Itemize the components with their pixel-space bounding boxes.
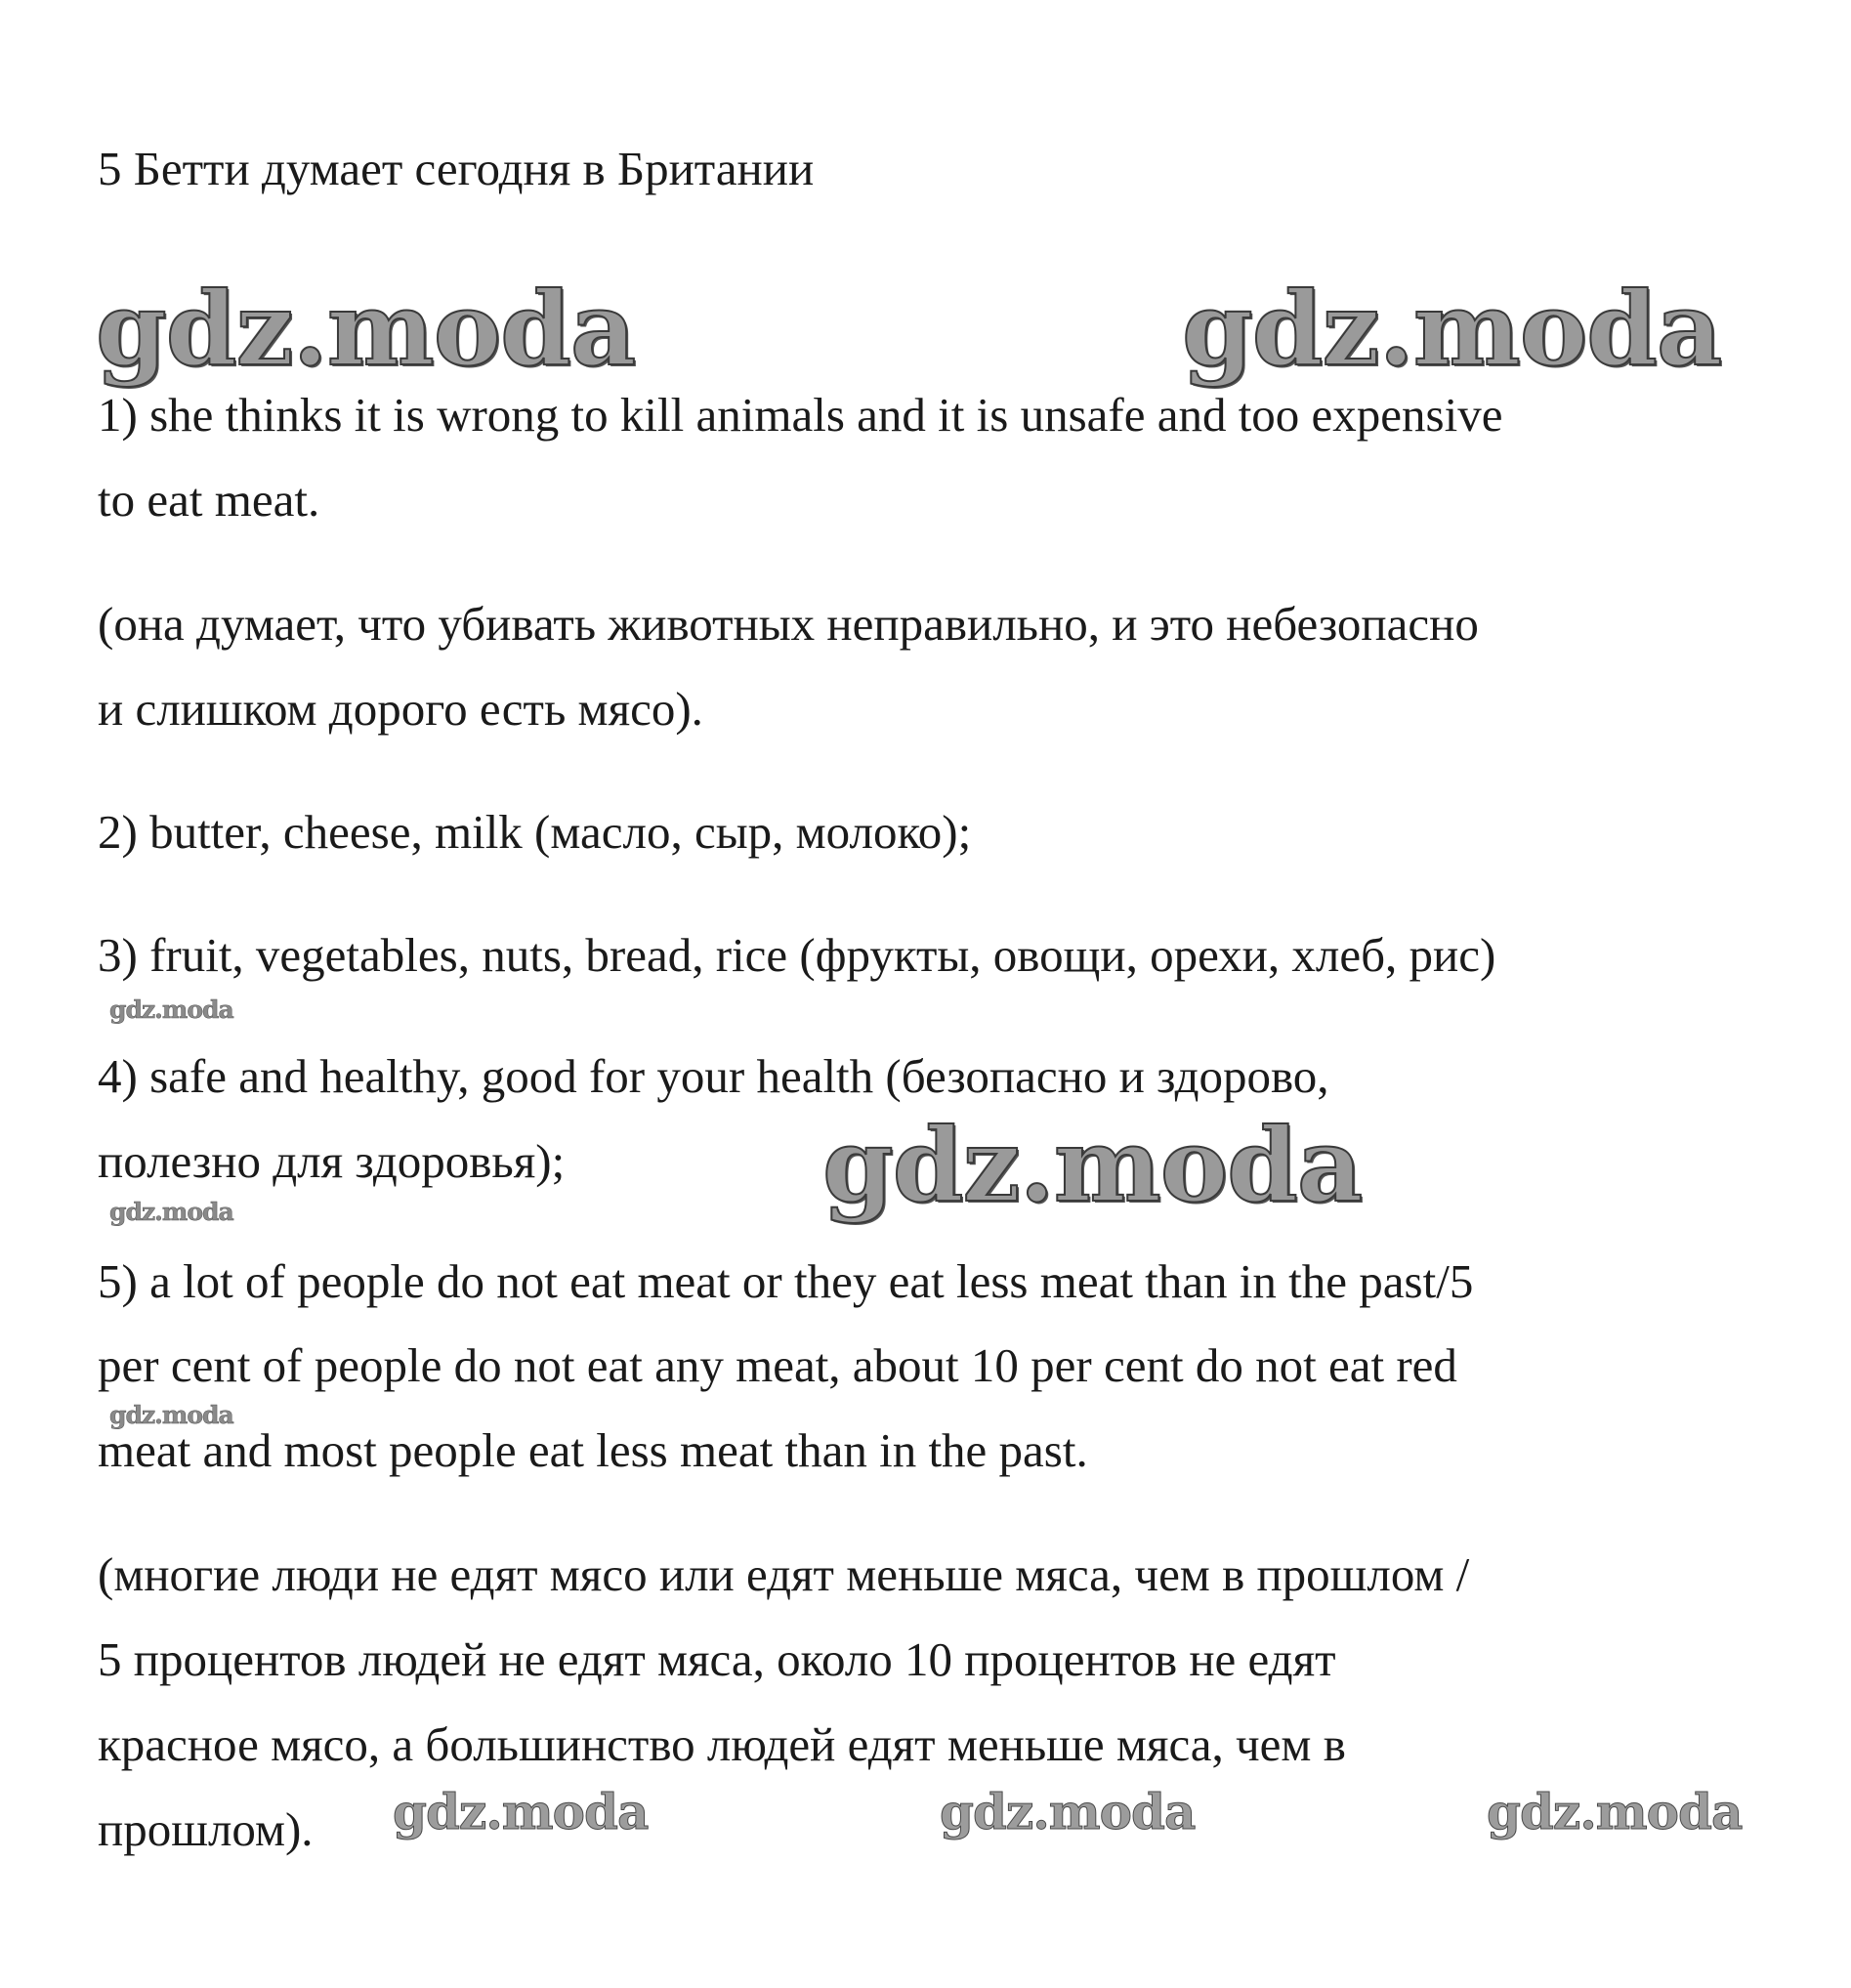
watermark-small-2: gdz.moda <box>109 1198 233 1226</box>
answer-5-english-line-2: per cent of people do not eat any meat, about 10 per cent do not eat red <box>98 1338 1457 1392</box>
answer-5-english-line-3: meat and most people eat less meat than in the past. <box>98 1423 1088 1477</box>
answer-1-russian-line-2: и слишком дорого есть мясо). <box>98 682 703 736</box>
answer-1-english-line-1: 1) she thinks it is wrong to kill animals and it is unsafe and too expensive <box>98 388 1503 442</box>
answer-4-line-1: 4) safe and healthy, good for your health (безопасно и здорово, <box>98 1049 1329 1103</box>
watermark-small-1: gdz.moda <box>109 995 233 1024</box>
watermark-top-left: gdz.moda <box>96 269 636 389</box>
answer-5-russian-line-3: красное мясо, а большинство людей едят меньше мяса, чем в <box>98 1717 1346 1771</box>
answer-5-russian-line-4: прошлом). <box>98 1802 314 1856</box>
answer-5-russian-line-1: (многие люди не едят мясо или едят меньше мяса, чем в прошлом / <box>98 1547 1470 1601</box>
page-title: 5 Бетти думает сегодня в Британии <box>98 142 815 195</box>
watermark-bottom-1: gdz.moda <box>393 1783 649 1840</box>
watermark-bottom-2: gdz.moda <box>940 1783 1196 1840</box>
watermark-middle: gdz.moda <box>822 1105 1363 1225</box>
answer-5-russian-line-2: 5 процентов людей не едят мяса, около 10 процентов не едят <box>98 1632 1336 1686</box>
answer-3: 3) fruit, vegetables, nuts, bread, rice (фрукты, овощи, орехи, хлеб, рис) <box>98 928 1496 982</box>
watermark-small-3: gdz.moda <box>109 1401 233 1429</box>
watermark-bottom-3: gdz.moda <box>1487 1783 1743 1840</box>
answer-1-english-line-2: to eat meat. <box>98 473 320 527</box>
answer-1-russian-line-1: (она думает, что убивать животных неправильно, и это небезопасно <box>98 597 1479 651</box>
watermark-top-right: gdz.moda <box>1182 269 1722 389</box>
answer-5-english-line-1: 5) a lot of people do not eat meat or they eat less meat than in the past/5 <box>98 1254 1474 1308</box>
answer-4-line-2: полезно для здоровья); <box>98 1134 566 1188</box>
answer-2: 2) butter, cheese, milk (масло, сыр, молоко); <box>98 805 972 859</box>
